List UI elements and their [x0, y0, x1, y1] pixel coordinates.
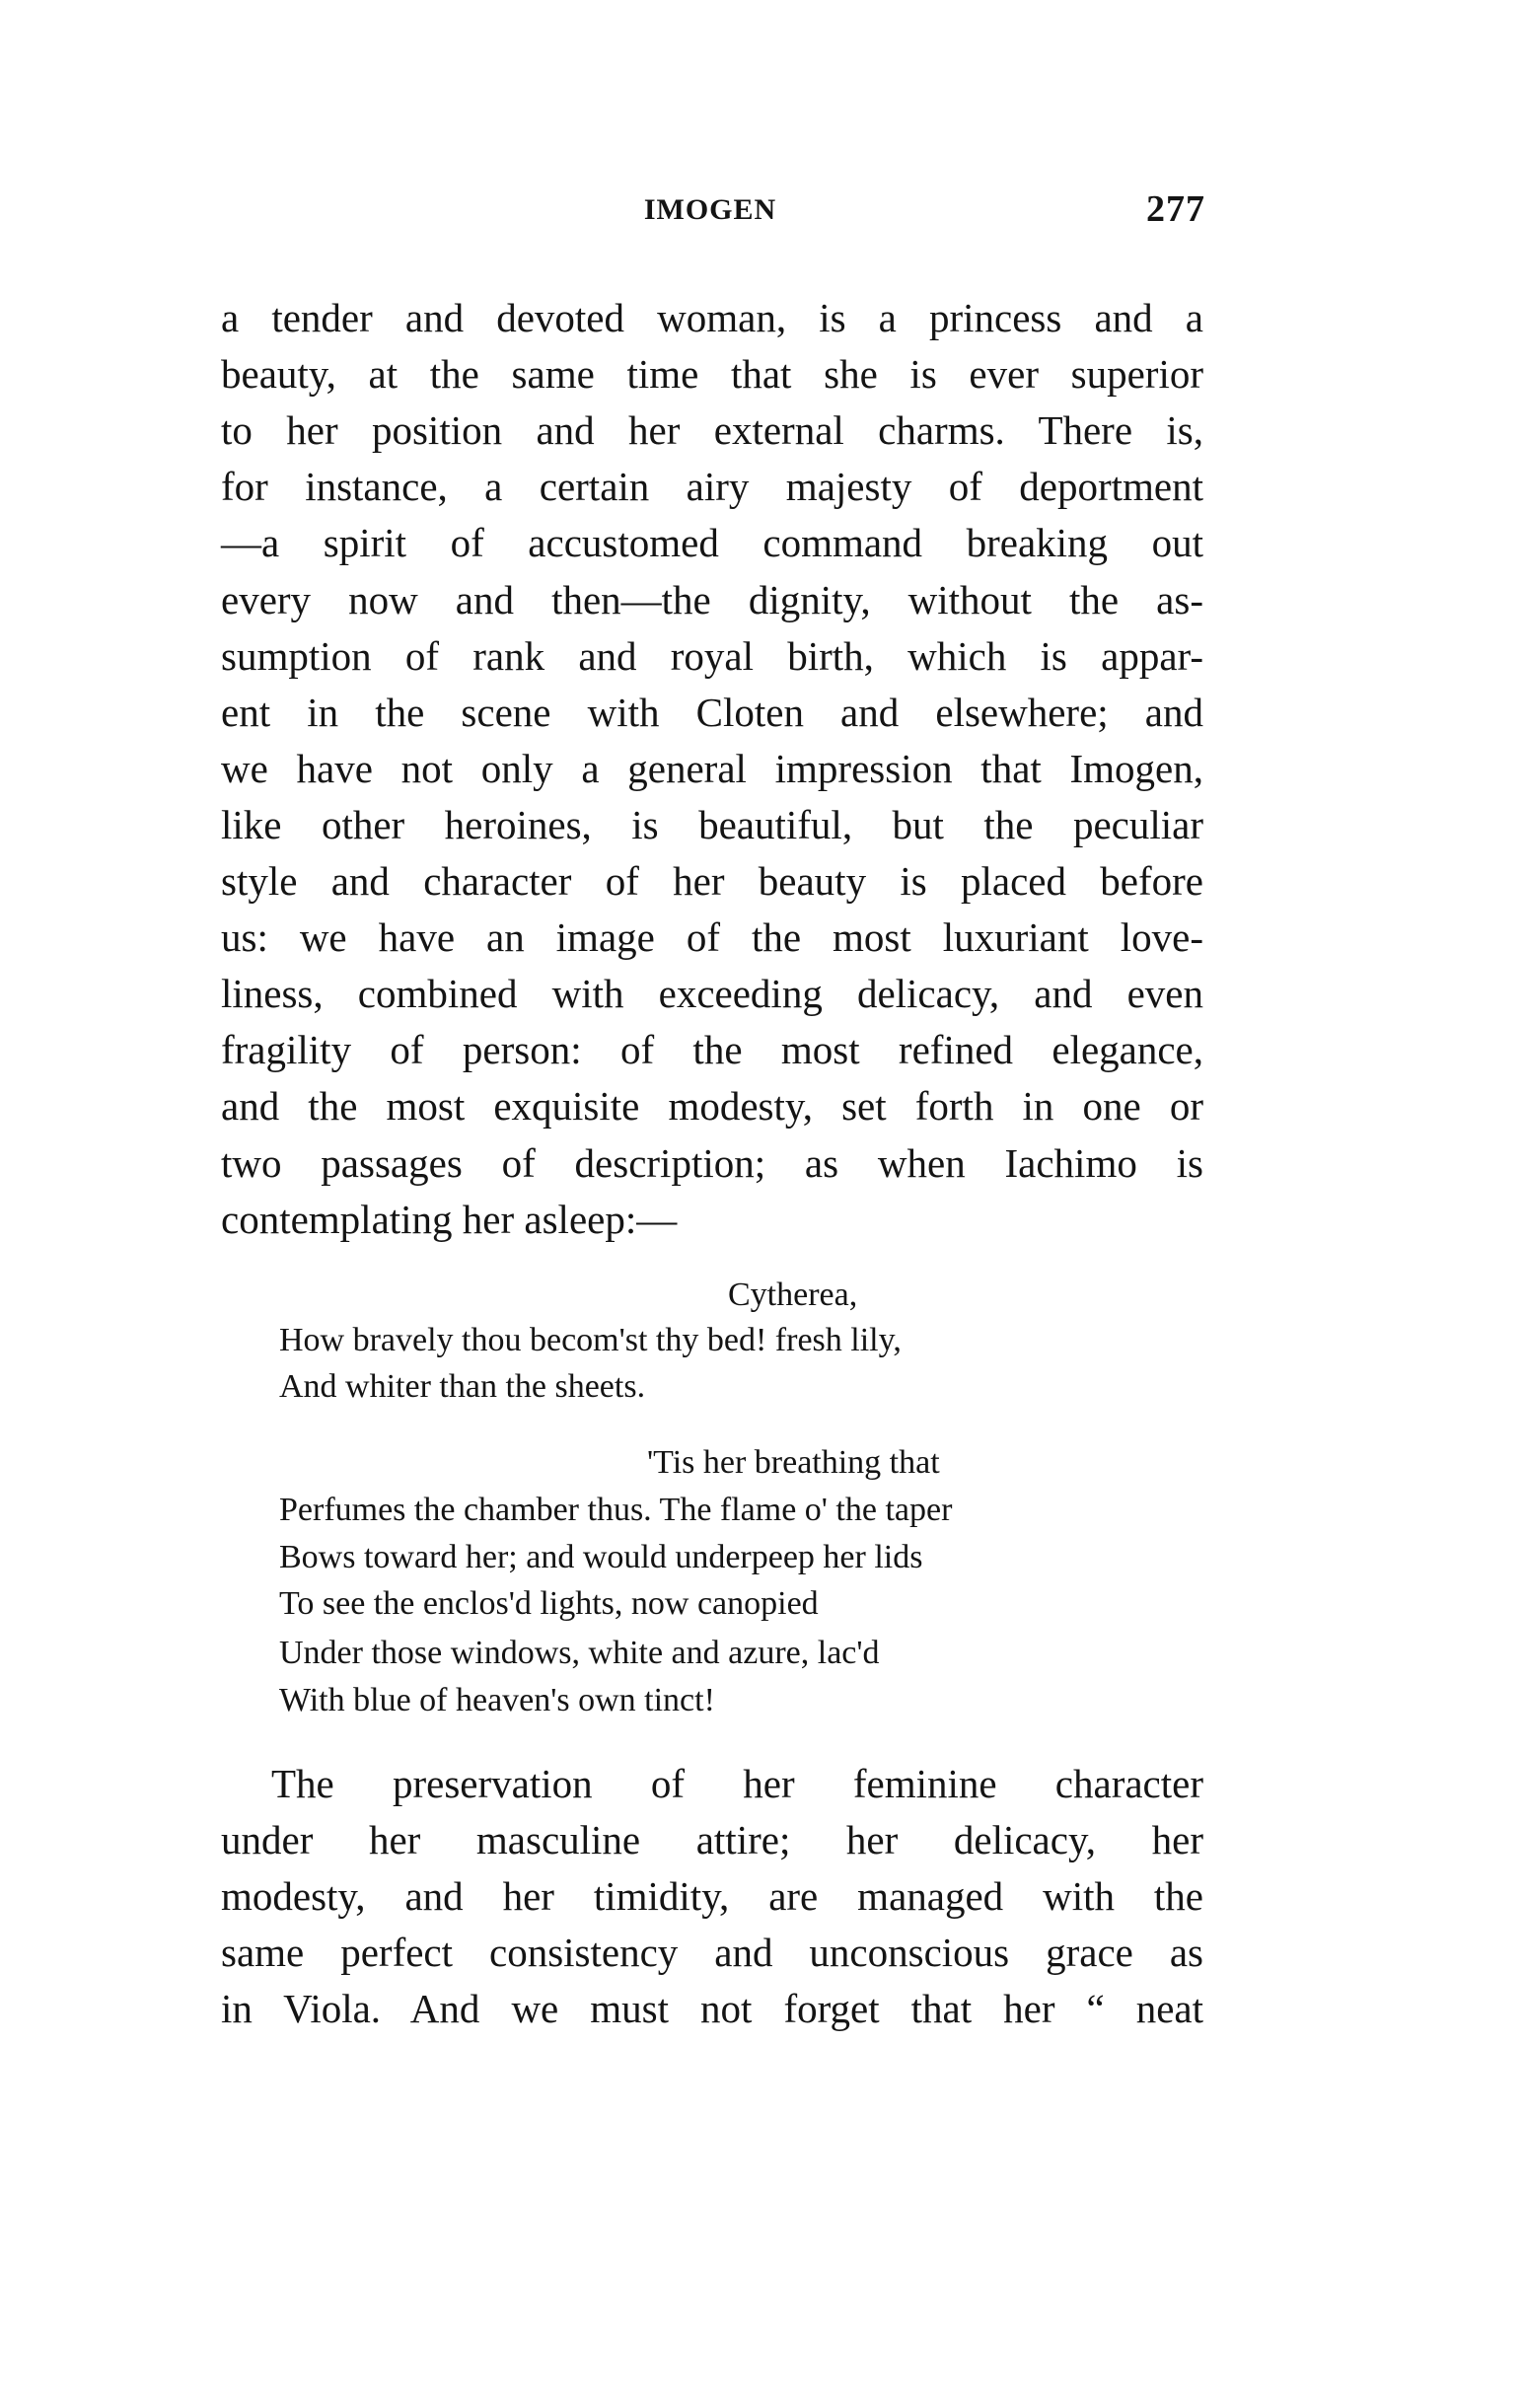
- verse-line: 'Tis her breathing that: [647, 1444, 940, 1481]
- page-number: 277: [1146, 188, 1205, 230]
- text-line: contemplating her asleep:—: [221, 1196, 678, 1242]
- text-line: style and character of her beauty is placed before: [221, 858, 1203, 904]
- text-line: under her masculine attire; her delicacy, her: [221, 1817, 1203, 1863]
- text-line: two passages of description; as when Iachimo is: [221, 1139, 1203, 1186]
- text-line: liness, combined with exceeding delicacy, and even: [221, 971, 1203, 1017]
- text-line: beauty, at the same time that she is ever superior: [221, 351, 1203, 398]
- text-line: fragility of person: of the most refined elegance,: [221, 1027, 1203, 1073]
- text-line: to her position and her external charms. There is,: [221, 407, 1203, 454]
- verse-line: Under those windows, white and azure, lac'd: [279, 1635, 880, 1671]
- verse-line: To see the enclos'd lights, now canopied: [279, 1585, 819, 1622]
- verse-line: Cytherea,: [728, 1277, 858, 1313]
- text-line: The preservation of her feminine character: [271, 1761, 1203, 1806]
- text-line: same perfect consistency and unconscious grace as: [221, 1930, 1203, 1976]
- verse-line: And whiter than the sheets.: [279, 1368, 646, 1405]
- text-line: and the most exquisite modesty, set forth in one or: [221, 1083, 1203, 1130]
- text-line: ent in the scene with Cloten and elsewhere; and: [221, 689, 1203, 735]
- verse-line: Bows toward her; and would underpeep her lids: [279, 1539, 923, 1575]
- running-head: IMOGEN: [643, 193, 777, 226]
- verse-line: With blue of heaven's own tinct!: [279, 1682, 715, 1718]
- text-line: we have not only a general impression that Imogen,: [221, 745, 1203, 791]
- text-line: modesty, and her timidity, are managed with the: [221, 1873, 1203, 1920]
- text-line: —a spirit of accustomed command breaking out: [221, 520, 1203, 566]
- text-line: sumption of rank and royal birth, which is appar-: [221, 632, 1203, 679]
- text-line: for instance, a certain airy majesty of deportment: [221, 464, 1203, 510]
- text-line: like other heroines, is beautiful, but the peculiar: [221, 801, 1203, 847]
- text-line: us: we have an image of the most luxuriant love-: [221, 914, 1203, 961]
- text-line: every now and then—the dignity, without the as-: [221, 576, 1203, 622]
- verse-line: Perfumes the chamber thus. The flame o' the taper: [279, 1492, 953, 1528]
- text-line: in Viola. And we must not forget that her “ neat: [221, 1986, 1203, 2032]
- text-line: a tender and devoted woman, is a princess and a: [221, 295, 1203, 340]
- verse-line: How bravely thou becom'st thy bed! fresh lily,: [279, 1322, 902, 1358]
